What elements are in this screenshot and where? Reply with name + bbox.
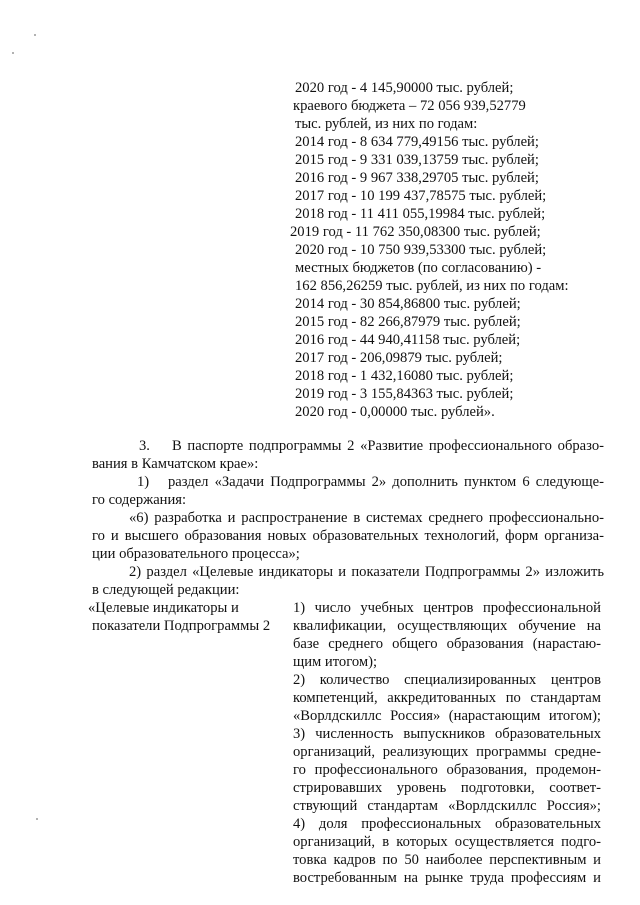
scan-speck (12, 52, 14, 54)
section-3-line-1: В паспорте подпрограммы 2 «Развитие профессионального образо- (172, 438, 604, 454)
budget-line: 2020 год - 4 145,90000 тыс. рублей; (295, 80, 514, 96)
budget-line: 2016 год - 9 967 338,29705 тыс. рублей; (295, 170, 539, 186)
item-2-line-2: в следующей редакции: (92, 582, 240, 598)
budget-line: 2019 год - 11 762 350,08300 тыс. рублей; (290, 224, 541, 240)
indicator-line: 2) количество специализированных центров (293, 672, 601, 688)
budget-line: 2015 год - 82 266,87979 тыс. рублей; (295, 314, 521, 330)
indicator-line: 4) доля профессиональных образовательных (293, 816, 601, 832)
quote-line-3: ции образовательного процесса»; (92, 546, 300, 562)
budget-line: 2019 год - 3 155,84363 тыс. рублей; (295, 386, 514, 402)
scan-speck (34, 34, 36, 36)
item-1-continuation: го содержания: (92, 492, 187, 508)
indicator-line: 3) численность выпускников образовательных (293, 726, 601, 742)
indicator-line: организаций, в которых осуществляется подго- (293, 834, 601, 850)
indicators-label: показатели Подпрограммы 2 (92, 618, 271, 634)
budget-line: 2017 год - 10 199 437,78575 тыс. рублей; (295, 188, 547, 204)
indicator-line: компетенций, аккредитованных по стандартам (293, 690, 601, 706)
budget-line: краевого бюджета – 72 056 939,52779 (293, 98, 526, 114)
indicator-line: стрировавших уровень подготовки, соответ- (293, 780, 601, 796)
budget-line: местных бюджетов (по согласованию) - (295, 260, 542, 276)
item-1-number: 1) (137, 474, 150, 490)
budget-line: 2020 год - 10 750 939,53300 тыс. рублей; (295, 242, 547, 258)
indicator-line: 1) число учебных центров профессиональной (293, 600, 601, 616)
budget-line: тыс. рублей, из них по годам: (295, 116, 478, 132)
indicator-line: базе среднего общего образования (нарастаю- (293, 636, 601, 652)
budget-line: 2018 год - 11 411 055,19984 тыс. рублей; (295, 206, 546, 222)
budget-line: 2015 год - 9 331 039,13759 тыс. рублей; (295, 152, 539, 168)
indicator-line: товка кадров по 50 наиболее перспективным и (293, 852, 601, 868)
quote-line-2: го и высшего образования новых образовательных технологий, форм организа- (92, 528, 604, 544)
budget-line: 2018 год - 1 432,16080 тыс. рублей; (295, 368, 514, 384)
scan-speck (36, 818, 38, 820)
budget-line: 162 856,26259 тыс. рублей, из них по годам: (295, 278, 569, 294)
indicator-line: востребованным на рынке труда профессиям и (293, 870, 601, 886)
item-2-line-1: 2) раздел «Целевые индикаторы и показатели Подпрограммы 2» изложить (129, 564, 604, 580)
indicator-line: организаций, реализующих программы средне- (293, 744, 601, 760)
section-number: 3. (139, 438, 150, 454)
indicator-line: «Ворлдскиллс Россия» (нарастающим итогом); (293, 708, 601, 724)
quote-line-1: «6) разработка и распространение в системах среднего профессионально- (129, 510, 604, 526)
budget-line: 2014 год - 8 634 779,49156 тыс. рублей; (295, 134, 539, 150)
budget-line: 2017 год - 206,09879 тыс. рублей; (295, 350, 503, 366)
budget-line: 2014 год - 30 854,86800 тыс. рублей; (295, 296, 521, 312)
indicator-line: щим итогом); (293, 654, 378, 670)
indicators-label: «Целевые индикаторы и (88, 600, 239, 616)
indicator-line: го профессионального образования, продемон- (293, 762, 601, 778)
section-3-line-2: вания в Камчатском крае»: (92, 456, 259, 472)
indicator-line: квалификации, осуществляющих обучение на (293, 618, 601, 634)
indicator-line: ствующий стандартам «Ворлдскиллс Россия»; (293, 798, 601, 814)
budget-line: 2016 год - 44 940,41158 тыс. рублей; (295, 332, 521, 348)
budget-line: 2020 год - 0,00000 тыс. рублей». (295, 404, 495, 420)
item-1-text: раздел «Задачи Подпрограммы 2» дополнить пунктом 6 следующе- (168, 474, 604, 490)
